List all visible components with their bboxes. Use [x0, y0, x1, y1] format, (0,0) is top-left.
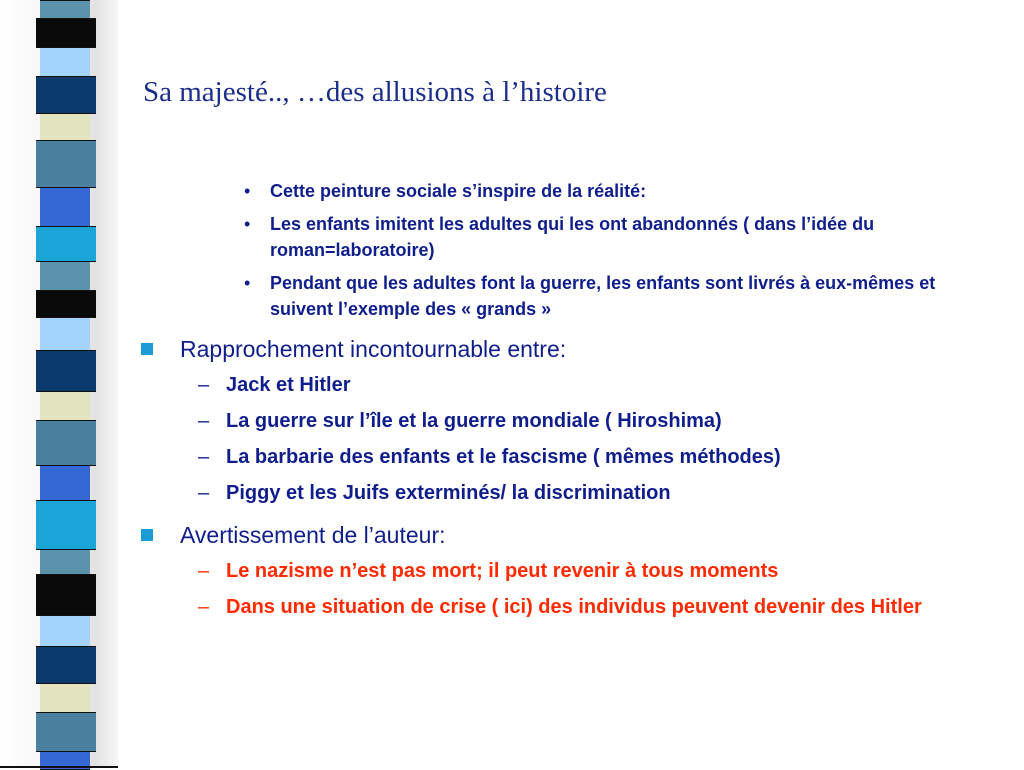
slide-title: Sa majesté.., …des allusions à l’histoire	[143, 76, 607, 108]
sub-bullet	[141, 406, 1011, 436]
stripe-cell	[36, 646, 96, 684]
intro-bullet	[242, 270, 982, 322]
stripe-cell	[36, 140, 96, 188]
sub-bullet-text: Dans une situation de crise ( ici) des individus peuvent devenir des Hitler	[226, 596, 922, 618]
stripe-cell	[36, 574, 96, 616]
intro-bullet-text: Les enfants imitent les adultes qui les ont abandonnés ( dans l’idée du roman=laboratoire)	[270, 214, 875, 260]
stripe-cell	[40, 46, 90, 78]
stripe-cell	[36, 350, 96, 392]
bullet-dot: •	[244, 273, 251, 293]
sub-bullet-warning	[141, 592, 1011, 622]
sub-bullet-text: La guerre sur l’île et la guerre mondiale ( Hiroshima)	[226, 410, 722, 432]
section-avertissement	[141, 518, 1011, 622]
dash-marker: –	[198, 560, 210, 582]
sub-bullet-text: La barbarie des enfants et le fascisme ( mêmes méthodes)	[226, 446, 781, 468]
stripe-cell	[36, 420, 96, 466]
stripe-cell	[40, 614, 90, 648]
stripe-cell	[36, 712, 96, 752]
sub-bullet	[141, 370, 1011, 400]
section-rapprochement	[141, 332, 1011, 508]
sub-bullet-warning	[141, 556, 1011, 586]
stripe-cell	[40, 0, 90, 20]
sub-bullet	[141, 442, 1011, 472]
square-bullet-icon	[141, 343, 153, 355]
stripe-cell	[40, 464, 90, 502]
stripe-cell	[36, 290, 96, 318]
stripe-cell	[40, 186, 90, 228]
bullet-dot: •	[244, 214, 251, 234]
intro-bullet	[242, 178, 982, 204]
sub-bullet-text: Jack et Hitler	[226, 374, 351, 396]
stripe-cell	[40, 316, 90, 352]
section-heading: Avertissement de l’auteur:	[180, 522, 446, 548]
sub-bullet-text: Piggy et les Juifs exterminés/ la discrimination	[226, 482, 671, 504]
dash-marker: –	[198, 410, 210, 432]
dash-marker: –	[198, 482, 210, 504]
decorative-stripe-column	[0, 0, 118, 768]
stripe-cell	[36, 226, 96, 262]
stripe-cell	[40, 548, 90, 576]
dash-marker: –	[198, 374, 210, 396]
dash-marker: –	[198, 596, 210, 618]
stripe-cell	[40, 112, 90, 142]
bullet-dot: •	[244, 181, 251, 201]
stripe-cell	[36, 18, 96, 48]
sub-bullet	[141, 478, 1011, 508]
stripe-cell	[40, 682, 90, 714]
stripe-cell	[40, 390, 90, 422]
stripe-cell	[36, 76, 96, 114]
stripe-cell	[36, 500, 96, 550]
sub-bullet-list	[141, 370, 1011, 508]
sub-bullet-list	[141, 556, 1011, 622]
intro-bullet	[242, 211, 982, 263]
square-bullet-icon	[141, 529, 153, 541]
dash-marker: –	[198, 446, 210, 468]
main-bullet-list	[141, 332, 1011, 632]
intro-bullet-text: Pendant que les adultes font la guerre, les enfants sont livrés à eux-mêmes et suivent l’exemple des « grands »	[270, 273, 936, 319]
sub-bullet-text: Le nazisme n’est pas mort; il peut revenir à tous moments	[226, 560, 779, 582]
intro-bullet-text: Cette peinture sociale s’inspire de la réalité:	[270, 181, 647, 201]
stripe-cell	[40, 260, 90, 292]
section-heading: Rapprochement incontournable entre:	[180, 336, 567, 362]
intro-bullet-list	[242, 178, 982, 329]
